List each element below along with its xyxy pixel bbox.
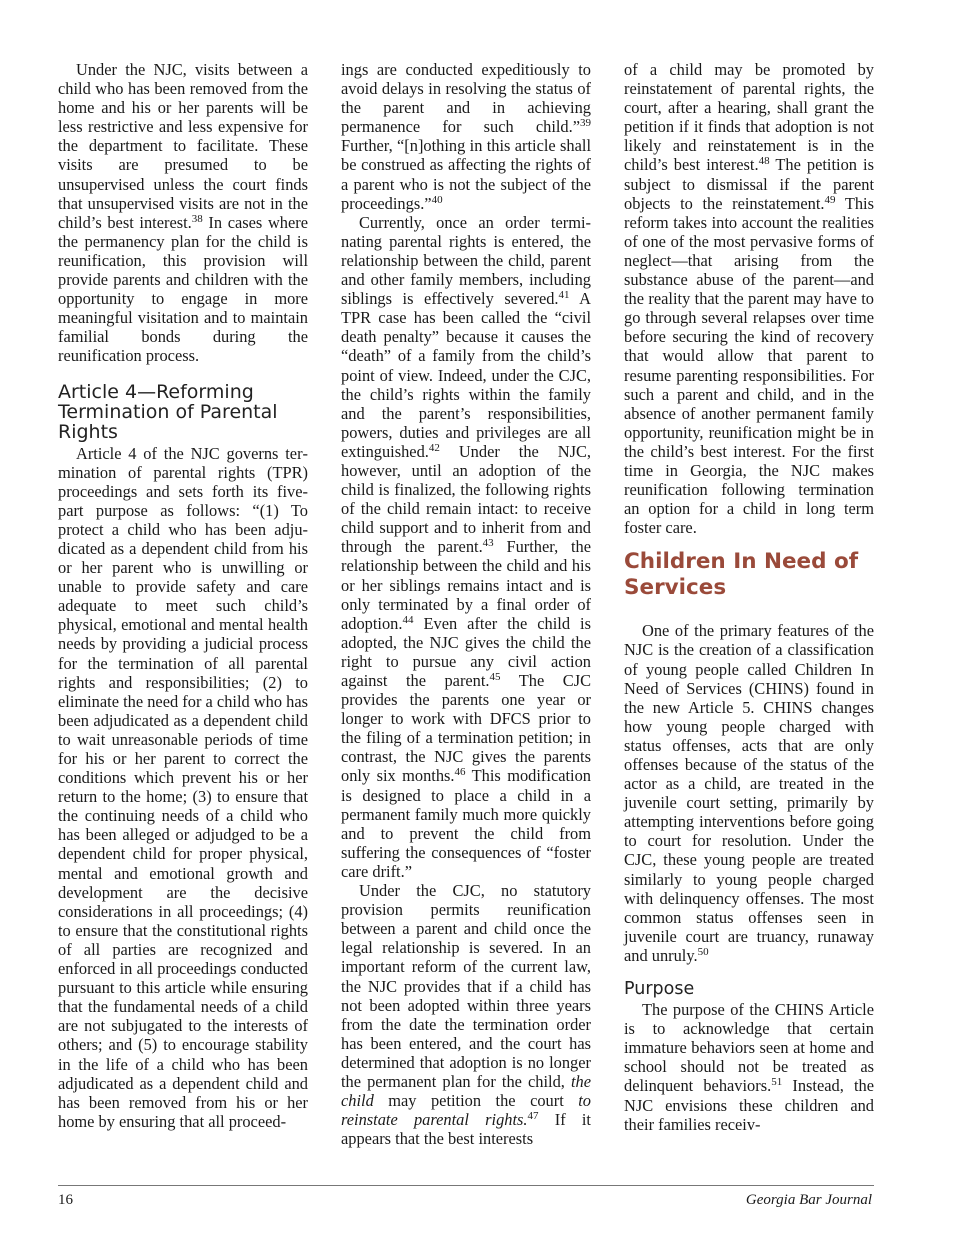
footnote-ref: 41: [558, 289, 570, 302]
paragraph-continuation: ings are conducted expeditiously to avoid delays in resolving the status of the parent and in achieving permanence for such child.”$^{39}$ Further, “[n]othing in this article shall be construed as affecting the rights of a parent who is not the subject of the proceedings.”$^{40}$: [341, 60, 591, 213]
footnote-ref: 43: [482, 537, 494, 550]
footnote-ref: 39: [580, 117, 591, 130]
footnote-ref: 45: [489, 671, 501, 683]
footnote-ref: 40: [431, 193, 443, 206]
column-left: [58, 60, 308, 1131]
paragraph-under-cjc: Under the CJC, no statutory provision permits reunification between a parent and child once the legal relationship is severed. In an important reform of the current law, the NJC provides that if a child has not been adopted within three years from the date the termination order has been entered, and the court has determined that adoption is no longer the permanent plan for the child, the child may petition the court to reinstate parental rights.$^{47}$ If it appears that the best interests: [341, 881, 591, 1149]
footnote-ref: 42: [428, 441, 440, 454]
footnote-ref: 38: [191, 212, 203, 225]
footnote-ref: 50: [697, 945, 709, 958]
column-middle: [341, 60, 591, 1148]
section-heading-chins: Children In Need of Services: [624, 549, 859, 601]
paragraph-currently: Currently, once an order terminating parental rights is entered, the relationship between the child, parent and other family members, including siblings is effectively severed.$^{41}$ A TPR case has been called the “civil death penalty” because it causes the “death” of a family from the child’s point of view. Indeed, under the CJC, the child’s rights within the family and the parent’s responsibilities, powers, duties and privileges are all extinguished.$^{42}$ Under the NJC, however, until an adoption of the child is finalized, the following rights of the child remain intact: to receive child support and to inherit from and through the parent.$^{43}$ Further, the relationship between the child and his or her siblings remains intact and is only terminated by a final order of adoption.$^{44}$ Even after the child is adopted, the NJC gives the child the right to pursue any civil action against the parent.$^{45}$ The CJC provides the parents one year or longer to work with DFCS prior to the filing of a termination petition; in contrast, the NJC gives the parents only six months.$^{46}$ This modification is designed to place a child in a permanent family much more quickly and to prevent the child from suffering the consequences of “foster care drift.”: [341, 212, 592, 881]
paragraph-visitation: Under the NJC, visits between a child who has been removed from the home and his or her parents will be less restrictive and less expensive for the department to facilitate. These visits are presumed to be unsupervised unless the court finds that unsupervised visits are not in the child’s best interest.$^{38}$ In cases where the permanency plan for the child is reunification, this provision will provide parents and children with the opportunity to engage in more meaningful visitation and to maintain familial bonds during the reunification process.: [58, 60, 308, 366]
paragraph-chins: One of the primary features of the NJC is the creation of a classification of young people called Children In Need of Services (CHINS) found in the new Article 5. CHINS changes how young people charged with status offenses, acts that are only offenses because of the status of the actor as a child, are treated in the juvenile court setting, primarily by attempting interventions before going to court for resolution. Under the CJC, these young people are treated similarly to young people charged with delinquency offenses. The most common status offenses seen in juvenile court are truancy, runaway and unruly.$^{50}$: [624, 621, 874, 965]
footnote-ref: 44: [402, 613, 414, 626]
paragraph-purpose: The purpose of the CHINS Article is to acknowledge that certain immature behaviors seen at home and school should not be treated as delinquent behaviors.$^{51}$ Instead, the NJC envisions these children and their families receiv-: [624, 1000, 874, 1134]
column-right: [624, 60, 874, 1134]
section-heading-article-4: Article 4—Reforming Termination of Parental Rights: [58, 380, 278, 443]
page-number: 16: [58, 1192, 73, 1208]
footer-divider: [58, 1185, 874, 1186]
footnote-ref: 49: [824, 193, 836, 206]
footnote-ref: 48: [758, 155, 770, 168]
subheading-purpose: Purpose: [624, 979, 695, 1000]
footnote-ref: 51: [771, 1076, 783, 1089]
journal-title: Georgia Bar Journal: [745, 1192, 872, 1208]
footnote-ref: 47: [527, 1110, 539, 1123]
paragraph-article-4: Article 4 of the NJC governs termination of parental rights (TPR) proceedings and sets forth its five-part purpose as follows: “(1) To protect a child who has been adjudicated as a dependent child from his or her parent who is unwilling or unable to provide safety and care adequate to meet such child’s physical, emotional and mental health needs by providing a judicial process for the termination of all parental rights and responsibilities; (2) to eliminate the need for a child who has been adjudicated as a dependent child to wait unreasonable periods of time for his or her parent to correct the conditions which prevent his or her return to the home; (3) to ensure that the continuing needs of a child who has been alleged or adjudged to be a dependent child for proper physical, mental and emotional growth and development are the decisive considerations in all proceedings; (4) to ensure that the constitutional rights of all parties are recognized and enforced in all proceedings conducted pursuant to this article while ensuring that the fundamental needs of a child are not subjugated to the interests of others; and (5) to encourage stability in the life of a child who has been adjudicated as a dependent child and has been removed from his or her home by ensuring that all proceed-: [58, 443, 308, 1131]
footnote-ref: 46: [454, 766, 466, 779]
paragraph-reinstatement: of a child may be promoted by reinstatement of parental rights, the court, after a hearing, shall grant the petition if it finds that adoption is not likely and reinstatement is in the child’s best interest.$^{48}$ The petition is subject to dismissal if the parent objects to the reinstatement.$^{49}$ This reform takes into account the realities of one of the most pervasive forms of neglect—that arising from the substance abuse of the parent—and the reality that the parent may have to go through several relapses over time before securing the kind of recovery that would allow that parent to resume parenting responsibilities. For such a parent and child, and in the absence of another permanent family opportunity, reunification might be in the child’s best interest. For the first time in Georgia, the NJC makes reunification following termination an option for a child in long term foster care.: [624, 60, 874, 538]
